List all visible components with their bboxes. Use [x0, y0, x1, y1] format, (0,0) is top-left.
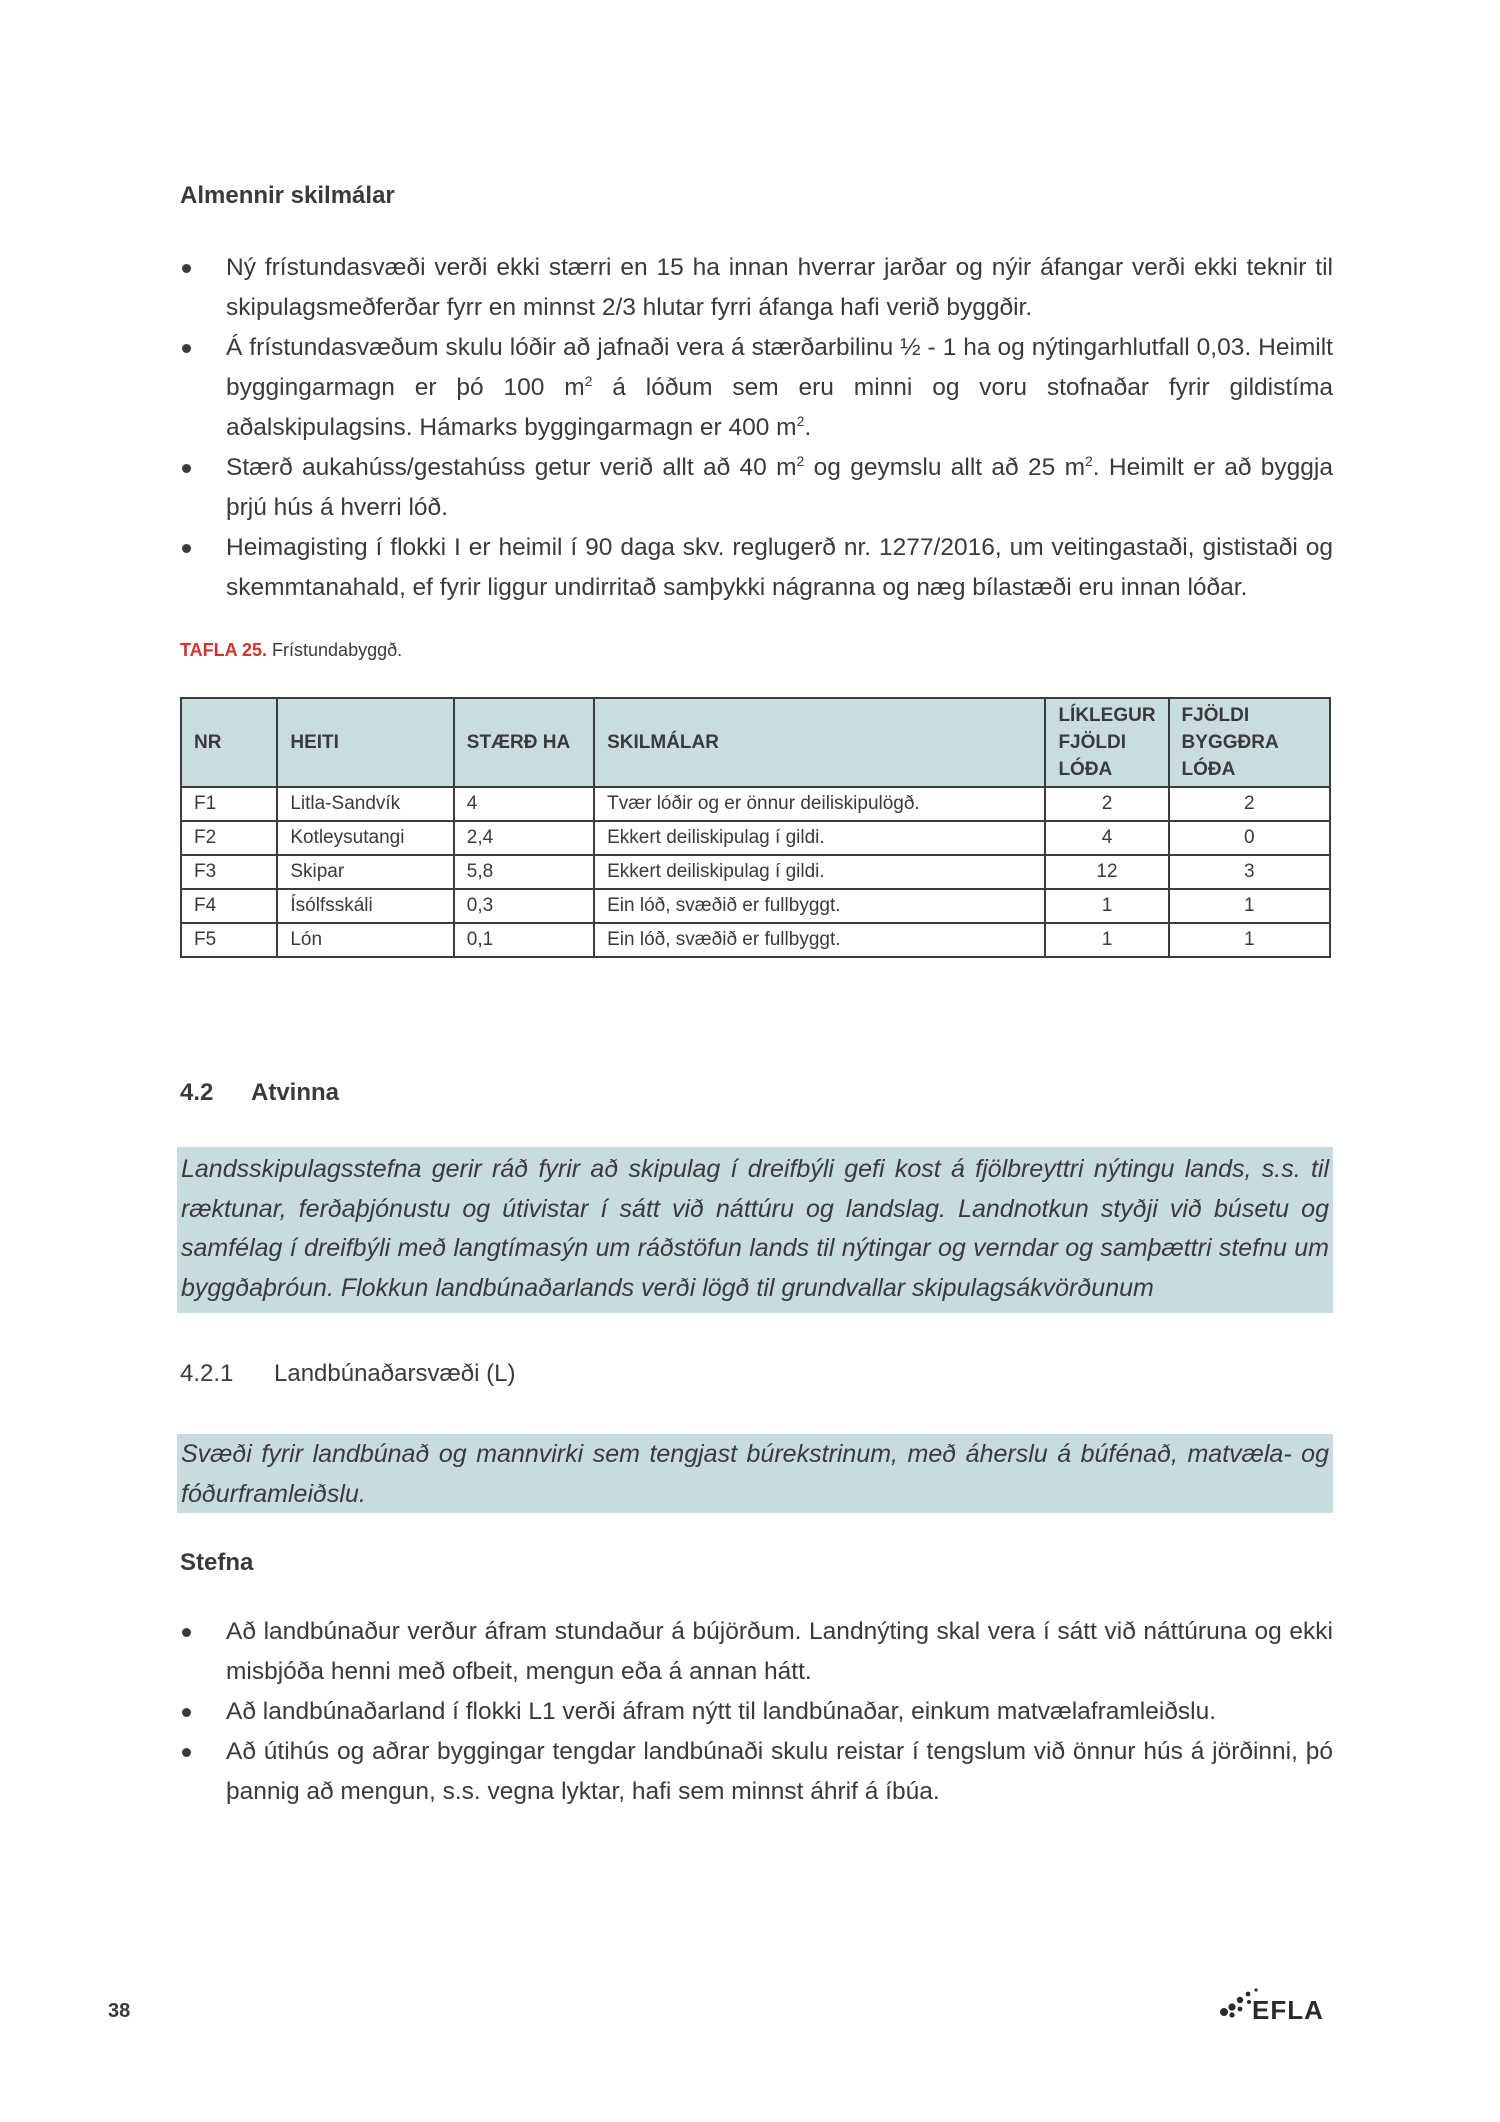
cell-heiti: Kotleysutangi: [277, 821, 453, 855]
cell-nr: F1: [181, 787, 277, 821]
table-caption-title: Frístundabyggð.: [272, 640, 403, 660]
cell-staerd: 0,3: [454, 889, 594, 923]
efla-dots-logo-icon: [1218, 1985, 1333, 2021]
bullet-icon: [182, 544, 191, 553]
bullet-text: Að landbúnaður verður áfram stundaður á bújörðum. Landnýting skal vera í sátt við náttúruna og ekki misbjóða henni með ofbeit, mengun eða á annan hátt.: [226, 1618, 1333, 1685]
cell-byggdra: 2: [1169, 787, 1330, 821]
superscript: 2: [1084, 452, 1093, 469]
bullet-text: Að útihús og aðrar byggingar tengdar landbúnaði skulu reistar í tengslum við önnur hús á jörðinni, þó þannig að mengun, s.s. vegna lyktar, hafi sem minnst áhrif á íbúa.: [226, 1738, 1333, 1805]
bullet-text: Á frístundasvæðum skulu lóðir að jafnaði vera á stærðarbilinu ½ - 1 ha og nýtingarhlutfall 0,03. Heimilt byggingarmagn er þó 100 m: [226, 334, 1333, 401]
cell-likleg: 4: [1045, 821, 1168, 855]
header-skilmalar: SKILMÁLAR: [594, 698, 1045, 787]
general-terms-list: [178, 248, 1333, 608]
policy-heading: Stefna: [180, 1549, 254, 1576]
bullet-icon: [182, 464, 191, 473]
cell-skilmalar: Ein lóð, svæðið er fullbyggt.: [594, 889, 1045, 923]
cell-skilmalar: Ekkert deiliskipulag í gildi.: [594, 855, 1045, 889]
policy-list: [178, 1612, 1333, 1812]
header-likleg-fjoldi: [1045, 698, 1168, 787]
list-item: [178, 248, 1333, 328]
table-row: [181, 889, 1330, 923]
bullet-icon: [182, 1748, 191, 1757]
table-caption-label: TAFLA 25.: [180, 640, 268, 660]
cell-heiti: Litla-Sandvík: [277, 787, 453, 821]
cell-byggdra: 3: [1169, 855, 1330, 889]
cell-staerd: 4: [454, 787, 594, 821]
cell-likleg: 1: [1045, 889, 1168, 923]
bullet-text: Að landbúnaðarland í flokki L1 verði áfram nýtt til landbúnaðar, einkum matvælaframleiðslu.: [226, 1698, 1217, 1725]
section-title: Atvinna: [251, 1079, 340, 1106]
header-line: LÓÐA: [1181, 759, 1236, 780]
cell-skilmalar: Ekkert deiliskipulag í gildi.: [594, 821, 1045, 855]
list-item: [178, 328, 1333, 448]
list-item: [178, 1692, 1333, 1732]
svg-text:EFLA: EFLA: [1252, 1995, 1324, 2021]
header-line: FJÖLDI: [1058, 732, 1126, 753]
cell-heiti: Skipar: [277, 855, 453, 889]
page-number: 38: [108, 2000, 131, 2022]
cell-staerd: 0,1: [454, 923, 594, 957]
general-terms-heading: Almennir skilmálar: [180, 182, 395, 209]
cell-nr: F4: [181, 889, 277, 923]
bullet-text: Heimagisting í flokki I er heimil í 90 daga skv. reglugerð nr. 1277/2016, um veitingastaði, gististaði og skemmtanahald, ef fyrir liggur undirritað samþykki nágranna og næg bílastæði eru innan lóðar.: [226, 534, 1333, 601]
header-line: FJÖLDI: [1181, 705, 1250, 726]
cell-nr: F2: [181, 821, 277, 855]
bullet-text: .: [804, 414, 812, 441]
definition-callout-box: Svæði fyrir landbúnað og mannvirki sem tengjast búrekstrinum, með áherslu á búfénað, matvæla- og fóðurframleiðslu.: [177, 1434, 1333, 1513]
cell-byggdra: 1: [1169, 923, 1330, 957]
bullet-text: og geymslu allt að 25 m: [804, 454, 1085, 481]
cell-staerd: 2,4: [454, 821, 594, 855]
cell-likleg: 1: [1045, 923, 1168, 957]
section-heading-4-2: [180, 1079, 339, 1107]
list-item: [178, 448, 1333, 528]
bullet-text: Ný frístundasvæði verði ekki stærri en 15 ha innan hverrar jarðar og nýir áfangar verði ekki teknir til skipulagsmeðferðar fyrr en minnst 2/3 hlutar fyrri áfanga hafi verið byggðir.: [226, 254, 1333, 321]
list-item: [178, 528, 1333, 608]
superscript: 2: [796, 412, 805, 429]
efla-logo: [1218, 1985, 1333, 2021]
subsection-title: Landbúnaðarsvæði (L): [274, 1360, 516, 1387]
table-row: [181, 787, 1330, 821]
policy-callout-box: Landsskipulagsstefna gerir ráð fyrir að skipulag í dreifbýli gefi kost á fjölbreyttri nýtingu lands, s.s. til ræktunar, ferðaþjónustu og útivistar í sátt við náttúru og landslag. Landnotkun styðji við búsetu og samfélag í dreifbýli með langtímasýn um ráðstöfun lands til nýtingar og verndar og samþættri stefnu um byggðaþróun. Flokkun landbúnaðarlands verði lögð til grundvallar skipulagsákvörðunum: [177, 1147, 1333, 1313]
superscript: 2: [796, 452, 805, 469]
header-line: LÍKLEGUR: [1058, 705, 1156, 726]
table-row: [181, 855, 1330, 889]
leisure-areas-table: [180, 697, 1331, 958]
cell-byggdra: 0: [1169, 821, 1330, 855]
bullet-icon: [182, 264, 191, 273]
cell-likleg: 12: [1045, 855, 1168, 889]
subsection-number: 4.2.1: [180, 1360, 234, 1387]
bullet-icon: [182, 1708, 191, 1717]
table-row: [181, 923, 1330, 957]
cell-likleg: 2: [1045, 787, 1168, 821]
bullet-icon: [182, 344, 191, 353]
cell-nr: F3: [181, 855, 277, 889]
superscript: 2: [584, 372, 593, 389]
cell-skilmalar: Tvær lóðir og er önnur deiliskipulögð.: [594, 787, 1045, 821]
bullet-text: á lóðum sem eru minni og voru stofnaðar fyrir gildistíma aðalskipulagsins. Hámarks byggingarmagn er 400 m: [226, 374, 1333, 441]
bullet-text: Stærð aukahúss/gestahúss getur verið allt að 40 m: [226, 454, 797, 481]
cell-heiti: Lón: [277, 923, 453, 957]
header-line: BYGGÐRA: [1181, 732, 1279, 753]
cell-nr: F5: [181, 923, 277, 957]
header-heiti: HEITI: [277, 698, 453, 787]
table-caption: [180, 640, 402, 661]
header-fjoldi-byggdra: [1169, 698, 1330, 787]
header-staerd: STÆRÐ HA: [454, 698, 594, 787]
header-nr: NR: [181, 698, 277, 787]
bullet-icon: [182, 1628, 191, 1637]
subsection-heading-4-2-1: [180, 1360, 516, 1388]
cell-heiti: Ísólfsskáli: [277, 889, 453, 923]
cell-staerd: 5,8: [454, 855, 594, 889]
table-header-row: [181, 698, 1330, 787]
table-row: [181, 821, 1330, 855]
header-line: LÓÐA: [1058, 759, 1113, 780]
list-item: [178, 1612, 1333, 1692]
cell-byggdra: 1: [1169, 889, 1330, 923]
cell-skilmalar: Ein lóð, svæðið er fullbyggt.: [594, 923, 1045, 957]
list-item: [178, 1732, 1333, 1812]
section-number: 4.2: [180, 1079, 214, 1106]
bullet-text: . Heimilt er að byggja þrjú hús á hverri lóð.: [226, 454, 1333, 521]
